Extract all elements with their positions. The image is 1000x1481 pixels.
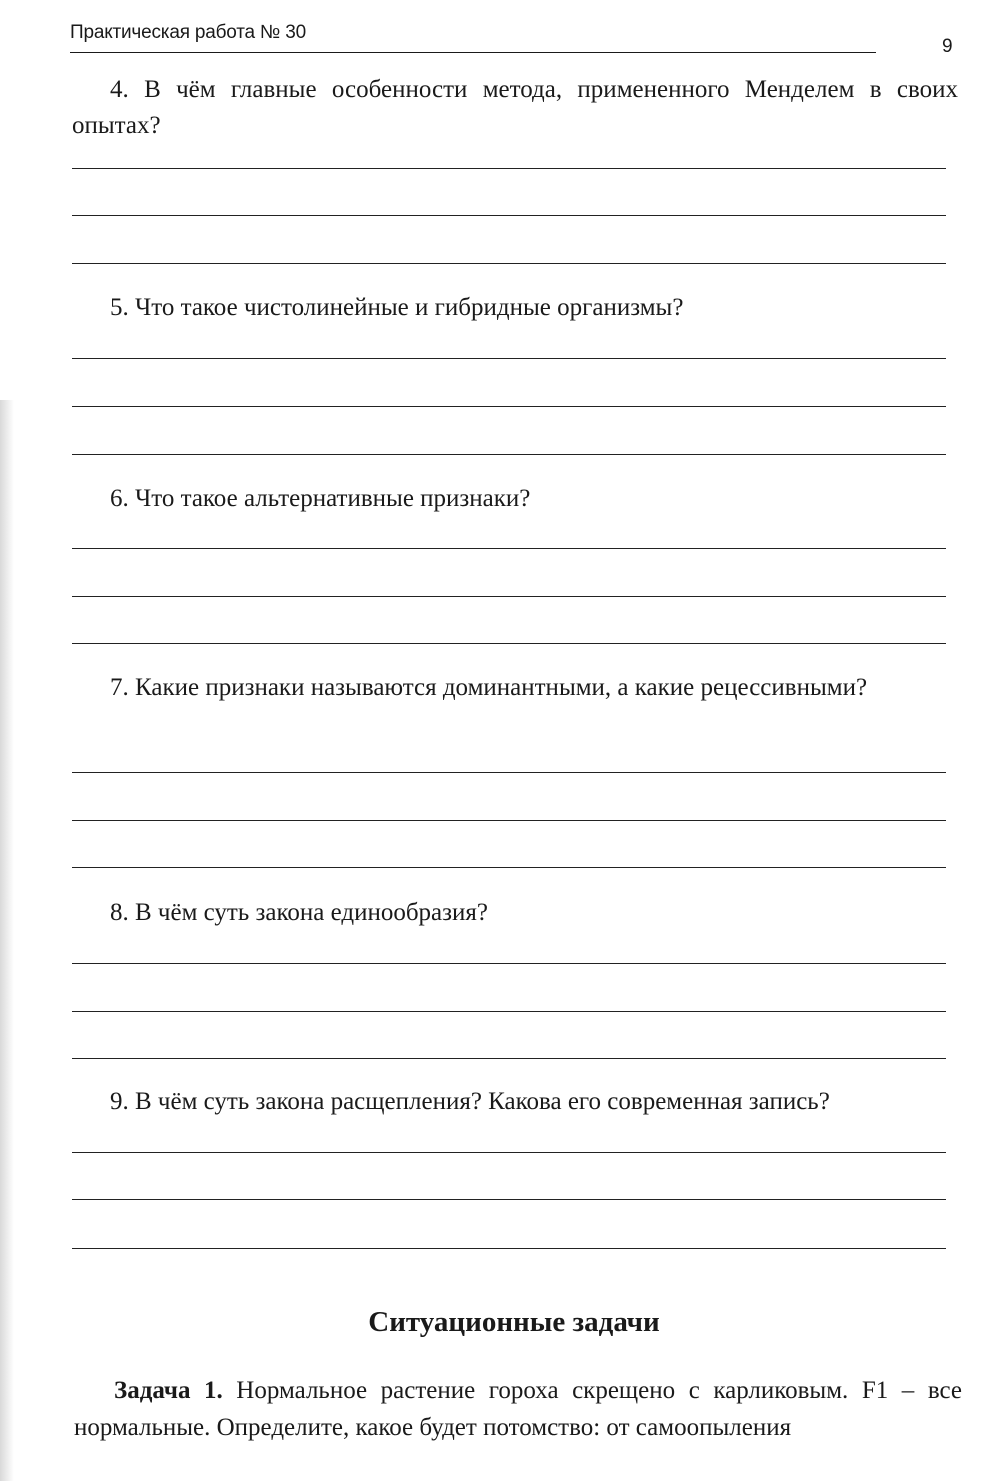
answer-line-q8-1[interactable] <box>72 963 946 964</box>
answer-line-q6-3[interactable] <box>72 643 946 644</box>
task-1-text: Нормальное растение гороха скрещено с карликовым. F1 – все нормальные. Определите, какое будет потомство: от самоопыления <box>74 1377 962 1441</box>
answer-line-q7-3[interactable] <box>72 867 946 868</box>
answer-line-q9-2[interactable] <box>72 1199 946 1200</box>
section-heading: Ситуационные задачи <box>368 1306 660 1338</box>
answer-line-q8-3[interactable] <box>72 1058 946 1059</box>
answer-line-q9-1[interactable] <box>72 1152 946 1153</box>
answer-line-q6-1[interactable] <box>72 548 946 549</box>
task-1-label: Задача 1. <box>114 1377 223 1404</box>
answer-line-q5-1[interactable] <box>72 358 946 359</box>
running-header-title: Практическая работа № 30 <box>70 22 306 43</box>
answer-line-q5-3[interactable] <box>72 454 946 455</box>
answer-line-q7-2[interactable] <box>72 820 946 821</box>
question-6: 6. Что такое альтернативные признаки? <box>110 485 531 512</box>
answer-line-q5-2[interactable] <box>72 406 946 407</box>
question-4: 4. В чём главные особенности метода, примененного Менделем в своих опытах? <box>72 76 958 139</box>
answer-line-q8-2[interactable] <box>72 1011 946 1012</box>
question-7: 7. Какие признаки называются доминантными, а какие рецессивными? <box>110 674 868 701</box>
question-5: 5. Что такое чистолинейные и гибридные организмы? <box>110 294 684 321</box>
question-8: 8. В чём суть закона единообразия? <box>110 899 488 926</box>
question-9: 9. В чём суть закона расщепления? Какова его современная запись? <box>110 1088 830 1115</box>
answer-line-q9-3[interactable] <box>72 1248 946 1249</box>
page-number: 9 <box>942 36 953 57</box>
answer-line-q7-1[interactable] <box>72 772 946 773</box>
header-rule <box>70 52 876 53</box>
task-1 <box>74 1372 962 1446</box>
answer-line-q4-3[interactable] <box>72 263 946 264</box>
answer-line-q4-1[interactable] <box>72 168 946 169</box>
answer-line-q4-2[interactable] <box>72 215 946 216</box>
answer-line-q6-2[interactable] <box>72 596 946 597</box>
